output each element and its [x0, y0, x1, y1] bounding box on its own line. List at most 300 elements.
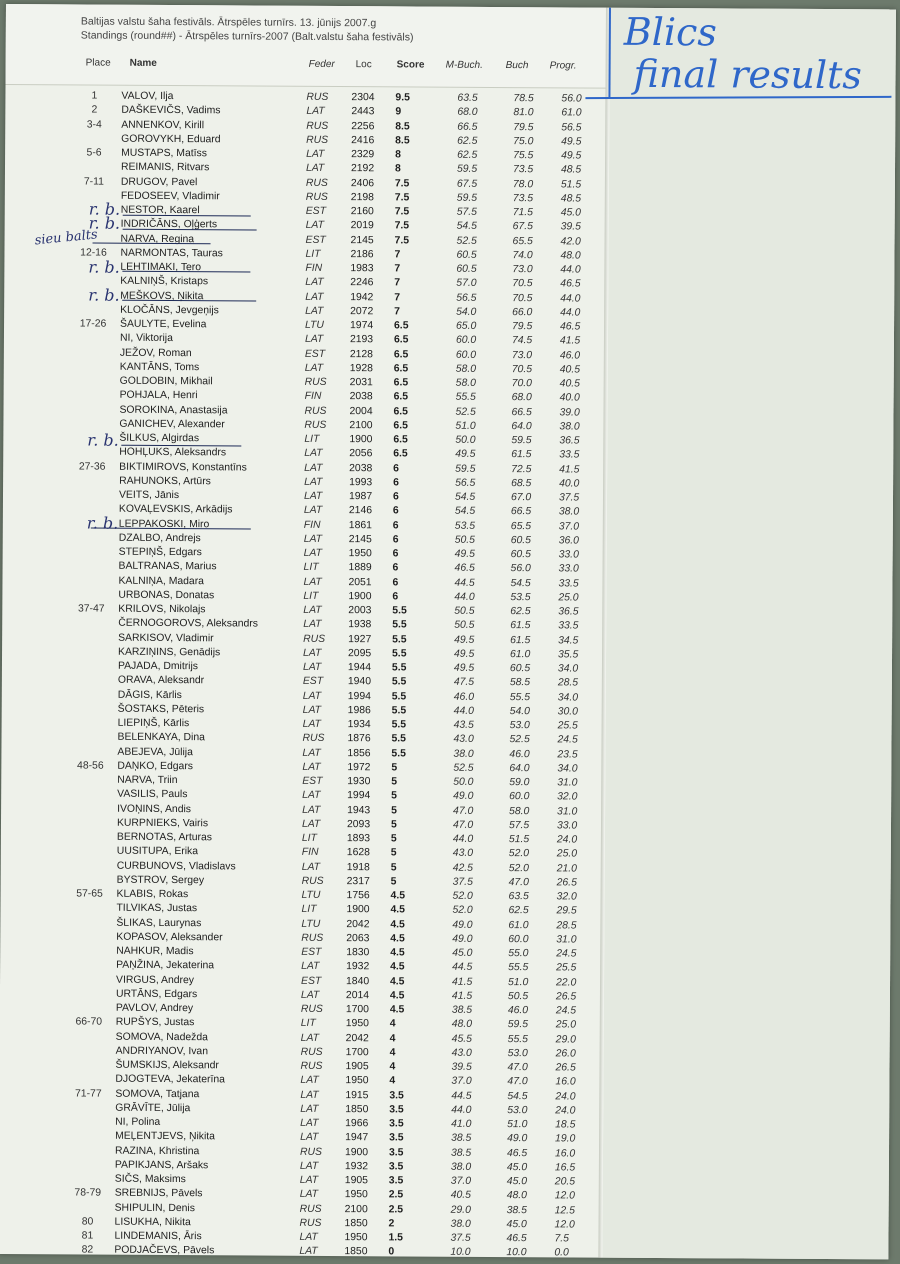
buchholz-cell: 48.0 [507, 1190, 527, 1201]
rating-cell: 2128 [350, 349, 373, 360]
score-cell: 5.5 [392, 634, 407, 645]
federation-cell: LAT [303, 648, 321, 659]
buchholz-cell: 61.5 [511, 449, 531, 460]
buchholz-cell: 62.5 [508, 905, 528, 916]
score-cell: 6 [392, 577, 398, 588]
progressive-cell: 31.0 [556, 934, 576, 945]
col-mbuch: M-Buch. [446, 60, 483, 71]
progressive-cell: 34.0 [557, 763, 577, 774]
progressive-cell: 45.0 [561, 207, 581, 218]
name-cell: DZALBO, Andrejs [119, 532, 201, 544]
name-cell: GOROVYKH, Eduard [121, 133, 220, 145]
score-cell: 5.5 [392, 648, 407, 659]
federation-cell: EST [305, 348, 325, 359]
score-cell: 4.5 [390, 976, 405, 987]
median-buchholz-cell: 47.0 [453, 805, 473, 816]
rating-cell: 1986 [348, 705, 371, 716]
federation-cell: RUS [303, 633, 325, 644]
federation-cell: LAT [300, 1161, 318, 1172]
progressive-cell: 61.0 [561, 108, 581, 119]
rating-cell: 1628 [347, 847, 370, 858]
name-cell: GOLDOBIN, Mikhail [120, 376, 213, 388]
buchholz-cell: 47.0 [507, 1076, 527, 1087]
progressive-cell: 49.5 [561, 150, 581, 161]
median-buchholz-cell: 63.5 [457, 93, 477, 104]
progressive-cell: 41.5 [560, 336, 580, 347]
name-cell: GANICHEV, Alexander [119, 418, 224, 430]
federation-cell: RUS [306, 92, 328, 103]
rating-cell: 2063 [346, 933, 369, 944]
name-cell: RUPŠYS, Justas [116, 1017, 195, 1028]
rating-cell: 1900 [345, 1147, 368, 1158]
buchholz-cell: 54.5 [507, 1091, 527, 1102]
name-cell: JEŽOV, Roman [120, 347, 192, 358]
median-buchholz-cell: 49.5 [455, 449, 475, 460]
federation-cell: LIT [302, 833, 317, 844]
name-cell: LINDEMANIS, Āris [114, 1231, 201, 1243]
place-cell: 17-26 [72, 318, 114, 329]
median-buchholz-cell: 50.5 [454, 620, 474, 631]
buchholz-cell: 53.0 [508, 1048, 528, 1059]
score-cell: 6 [393, 563, 399, 574]
median-buchholz-cell: 59.5 [457, 193, 477, 204]
federation-cell: FIN [302, 847, 319, 858]
name-cell: HOHĻUKS, Aleksandrs [119, 447, 226, 459]
score-cell: 7 [394, 263, 400, 274]
progressive-cell: 25.5 [558, 720, 578, 731]
handwritten-title-blics: Blics [624, 10, 717, 55]
median-buchholz-cell: 56.5 [456, 292, 476, 303]
median-buchholz-cell: 52.5 [453, 762, 473, 773]
score-cell: 3.5 [389, 1090, 404, 1101]
name-cell: GRĀVĪTE, Jūlija [115, 1102, 190, 1113]
median-buchholz-cell: 37.0 [451, 1176, 471, 1187]
progressive-cell: 24.5 [557, 735, 577, 746]
median-buchholz-cell: 37.5 [453, 876, 473, 887]
progressive-cell: 26.5 [555, 1062, 575, 1073]
score-cell: 3.5 [389, 1133, 404, 1144]
name-cell: ANDRIYANOV, Ivan [116, 1045, 208, 1057]
rating-cell: 1900 [349, 434, 372, 445]
median-buchholz-cell: 52.0 [453, 891, 473, 902]
standings-sheet [0, 4, 896, 1259]
rating-cell: 1900 [348, 591, 371, 602]
buchholz-cell: 73.0 [512, 350, 532, 361]
name-cell: TILVIKAS, Justas [116, 903, 197, 914]
federation-cell: RUS [301, 1004, 323, 1015]
score-cell: 3.5 [389, 1161, 404, 1172]
name-cell: KALNIŅA, Madara [118, 575, 204, 587]
score-cell: 2 [389, 1218, 395, 1229]
progressive-cell: 37.5 [559, 492, 579, 503]
progressive-cell: 18.5 [555, 1119, 575, 1130]
rating-cell: 1918 [347, 862, 370, 873]
place-cell: 5-6 [73, 147, 115, 158]
median-buchholz-cell: 47.0 [453, 819, 473, 830]
name-cell: NARVA, Regina [121, 233, 195, 244]
rating-cell: 2100 [345, 1204, 368, 1215]
buchholz-cell: 47.0 [507, 1062, 527, 1073]
median-buchholz-cell: 29.0 [451, 1204, 471, 1215]
score-cell: 2.5 [389, 1204, 404, 1215]
rating-cell: 2406 [351, 178, 374, 189]
progressive-cell: 0.0 [554, 1248, 569, 1259]
progressive-cell: 36.5 [558, 606, 578, 617]
score-cell: 4 [389, 1076, 395, 1087]
buchholz-cell: 73.0 [512, 264, 532, 275]
buchholz-cell: 79.5 [513, 122, 533, 133]
federation-cell: LAT [300, 1075, 318, 1086]
name-cell: ŠOSTAKS, Pēteris [118, 703, 205, 715]
rating-cell: 1700 [346, 1004, 369, 1015]
name-cell: NESTOR, Kaarel [121, 205, 200, 216]
col-score: Score [397, 59, 425, 70]
rating-cell: 2042 [346, 919, 369, 930]
score-cell: 6 [393, 534, 399, 545]
score-cell: 5 [391, 833, 397, 844]
buchholz-cell: 65.5 [513, 236, 533, 247]
buchholz-cell: 73.5 [513, 164, 533, 175]
place-cell: 57-65 [69, 888, 111, 899]
name-cell: NARMONTAS, Tauras [120, 247, 222, 259]
progressive-cell: 26.5 [557, 877, 577, 888]
name-cell: ŠLIKAS, Laurynas [116, 917, 201, 929]
buchholz-cell: 60.5 [510, 663, 530, 674]
buchholz-cell: 66.5 [511, 506, 531, 517]
federation-cell: LAT [304, 462, 322, 473]
name-cell: PODJAČEVS, Pāvels [114, 1245, 214, 1257]
progressive-cell: 19.0 [555, 1134, 575, 1145]
name-cell: NAHKUR, Madis [116, 946, 193, 957]
name-cell: RAHUNOKS, Artūrs [119, 475, 211, 487]
progressive-cell: 24.5 [556, 948, 576, 959]
progressive-cell: 31.0 [557, 806, 577, 817]
median-buchholz-cell: 46.0 [454, 691, 474, 702]
median-buchholz-cell: 55.5 [456, 392, 476, 403]
progressive-cell: 44.0 [560, 307, 580, 318]
federation-cell: RUS [306, 177, 328, 188]
col-place: Place [86, 57, 111, 68]
progressive-cell: 39.0 [559, 407, 579, 418]
score-cell: 6.5 [394, 335, 409, 346]
tournament-title: Baltijas valstu šaha festivāls. Ātrspēles turnīrs. 13. jūnijs 2007.g [81, 15, 376, 29]
median-buchholz-cell: 58.0 [456, 364, 476, 375]
federation-cell: LAT [303, 619, 321, 630]
buchholz-cell: 55.5 [508, 1034, 528, 1045]
rating-cell: 1974 [350, 320, 373, 331]
place-cell: 7-11 [73, 176, 115, 187]
name-cell: STEPIŅŠ, Edgars [119, 547, 202, 559]
score-cell: 1.5 [388, 1232, 403, 1243]
buchholz-cell: 70.5 [512, 278, 532, 289]
score-cell: 4 [389, 1061, 395, 1072]
median-buchholz-cell: 66.5 [457, 121, 477, 132]
buchholz-cell: 51.5 [509, 834, 529, 845]
name-cell: DĀGIS, Kārlis [118, 689, 182, 700]
name-cell: SOROKINA, Anastasija [119, 404, 227, 416]
table-row [0, 1244, 598, 1262]
rating-cell: 1850 [345, 1104, 368, 1115]
progressive-cell: 48.0 [560, 250, 580, 261]
name-cell: KALNIŅŠ, Kristaps [120, 276, 208, 288]
buchholz-cell: 50.5 [508, 991, 528, 1002]
rating-cell: 1947 [345, 1132, 368, 1143]
score-cell: 5 [391, 876, 397, 887]
median-buchholz-cell: 50.0 [455, 435, 475, 446]
median-buchholz-cell: 54.0 [456, 307, 476, 318]
rating-cell: 2186 [350, 249, 373, 260]
buchholz-cell: 59.5 [511, 435, 531, 446]
name-cell: POHJALA, Henri [120, 390, 198, 401]
name-cell: DAŅKO, Edgars [117, 760, 193, 771]
score-cell: 7.5 [395, 192, 410, 203]
name-cell: LEHTIMAKI, Tero [120, 262, 201, 273]
progressive-cell: 46.0 [560, 350, 580, 361]
buchholz-cell: 51.0 [508, 977, 528, 988]
buchholz-cell: 53.0 [510, 720, 530, 731]
buchholz-cell: 54.5 [510, 578, 530, 589]
median-buchholz-cell: 52.5 [457, 235, 477, 246]
federation-cell: LAT [299, 1232, 317, 1243]
federation-cell: LAT [304, 448, 322, 459]
progressive-cell: 24.0 [557, 834, 577, 845]
progressive-cell: 25.0 [557, 849, 577, 860]
score-cell: 7 [394, 306, 400, 317]
median-buchholz-cell: 67.5 [457, 178, 477, 189]
median-buchholz-cell: 41.0 [451, 1119, 471, 1130]
progressive-cell: 32.0 [557, 792, 577, 803]
name-cell: MEĻENTJEVS, Ņikita [115, 1131, 215, 1143]
median-buchholz-cell: 40.5 [451, 1190, 471, 1201]
score-cell: 6 [393, 548, 399, 559]
median-buchholz-cell: 43.5 [454, 720, 474, 731]
rating-cell: 1944 [348, 662, 371, 673]
median-buchholz-cell: 49.0 [452, 919, 472, 930]
rating-cell: 2014 [346, 990, 369, 1001]
federation-cell: RUS [304, 405, 326, 416]
federation-cell: LTU [301, 918, 320, 929]
score-cell: 5.5 [392, 662, 407, 673]
buchholz-cell: 52.0 [509, 848, 529, 859]
place-cell: 71-77 [67, 1088, 109, 1099]
buchholz-cell: 70.0 [512, 378, 532, 389]
name-cell: PAVLOV, Andrey [116, 1003, 193, 1014]
score-cell: 4.5 [390, 933, 405, 944]
federation-cell: LAT [305, 277, 323, 288]
federation-cell: LAT [301, 990, 319, 1001]
buchholz-cell: 78.0 [513, 179, 533, 190]
rating-cell: 2019 [351, 220, 374, 231]
median-buchholz-cell: 54.5 [455, 492, 475, 503]
handwritten-mark: r. b. [87, 514, 119, 533]
federation-cell: LTU [305, 320, 324, 331]
federation-cell: LAT [305, 363, 323, 374]
name-cell: KANTĀNS, Toms [120, 361, 200, 372]
progressive-cell: 34.0 [558, 692, 578, 703]
federation-cell: LAT [304, 505, 322, 516]
score-cell: 3.5 [389, 1175, 404, 1186]
federation-cell: LAT [303, 719, 321, 730]
score-cell: 4.5 [390, 905, 405, 916]
progressive-cell: 33.0 [559, 549, 579, 560]
rating-cell: 1905 [345, 1061, 368, 1072]
rating-cell: 1943 [347, 805, 370, 816]
name-cell: DJOGTEVA, Jekaterīna [115, 1074, 225, 1086]
rating-cell: 1950 [349, 548, 372, 559]
rating-cell: 1889 [349, 562, 372, 573]
place-cell: 80 [67, 1216, 109, 1227]
progressive-cell: 25.0 [558, 592, 578, 603]
median-buchholz-cell: 45.5 [452, 1033, 472, 1044]
federation-cell: LAT [303, 705, 321, 716]
federation-cell: RUS [301, 1047, 323, 1058]
median-buchholz-cell: 58.0 [456, 378, 476, 389]
score-cell: 4.5 [390, 947, 405, 958]
progressive-cell: 33.0 [557, 820, 577, 831]
handwritten-mark: r. b. [89, 214, 121, 233]
median-buchholz-cell: 57.5 [457, 207, 477, 218]
rating-cell: 1938 [348, 619, 371, 630]
score-cell: 6 [393, 520, 399, 531]
rating-cell: 2146 [349, 505, 372, 516]
name-cell: UUSITUPA, Erika [117, 846, 198, 857]
rating-cell: 1915 [345, 1090, 368, 1101]
federation-cell: LAT [300, 1175, 318, 1186]
score-cell: 3.5 [389, 1147, 404, 1158]
median-buchholz-cell: 65.0 [456, 321, 476, 332]
score-cell: 7 [394, 278, 400, 289]
buchholz-cell: 68.0 [512, 392, 532, 403]
median-buchholz-cell: 49.0 [453, 791, 473, 802]
median-buchholz-cell: 49.5 [454, 663, 474, 674]
progressive-cell: 36.0 [559, 535, 579, 546]
median-buchholz-cell: 44.5 [451, 1090, 471, 1101]
federation-cell: LIT [304, 562, 319, 573]
progressive-cell: 25.0 [556, 1020, 576, 1031]
federation-cell: LAT [303, 690, 321, 701]
median-buchholz-cell: 62.5 [457, 150, 477, 161]
score-cell: 5 [391, 776, 397, 787]
progressive-cell: 48.5 [561, 193, 581, 204]
score-cell: 6.5 [393, 434, 408, 445]
name-cell: ABEJEVA, Jūlija [117, 746, 193, 757]
rating-cell: 1905 [345, 1175, 368, 1186]
buchholz-cell: 58.0 [509, 806, 529, 817]
federation-cell: LAT [304, 477, 322, 488]
median-buchholz-cell: 44.5 [454, 577, 474, 588]
place-cell: 48-56 [69, 760, 111, 771]
score-cell: 6.5 [394, 392, 409, 403]
rating-cell: 1934 [348, 719, 371, 730]
median-buchholz-cell: 51.0 [455, 421, 475, 432]
federation-cell: LIT [304, 434, 319, 445]
median-buchholz-cell: 60.5 [456, 250, 476, 261]
median-buchholz-cell: 46.5 [455, 563, 475, 574]
handwritten-mark: r. b. [89, 200, 121, 219]
progressive-cell: 38.0 [559, 507, 579, 518]
score-cell: 8.5 [395, 135, 410, 146]
score-cell: 5.5 [392, 691, 407, 702]
median-buchholz-cell: 42.5 [453, 862, 473, 873]
median-buchholz-cell: 41.5 [452, 990, 472, 1001]
median-buchholz-cell: 38.5 [451, 1133, 471, 1144]
rating-cell: 1940 [348, 676, 371, 687]
median-buchholz-cell: 38.5 [451, 1147, 471, 1158]
progressive-cell: 20.5 [555, 1176, 575, 1187]
federation-cell: LAT [305, 334, 323, 345]
federation-cell: LAT [300, 1104, 318, 1115]
rating-cell: 1950 [345, 1189, 368, 1200]
score-cell: 8 [395, 149, 401, 160]
federation-cell: LIT [301, 1018, 316, 1029]
score-cell: 6.5 [394, 349, 409, 360]
name-cell: VALOV, Ilja [121, 91, 173, 102]
rating-cell: 2416 [351, 135, 374, 146]
federation-cell: LAT [302, 804, 320, 815]
federation-cell: LAT [300, 1132, 318, 1143]
score-cell: 4 [390, 1019, 396, 1030]
federation-cell: RUS [300, 1146, 322, 1157]
progressive-cell: 32.0 [557, 891, 577, 902]
median-buchholz-cell: 49.5 [454, 648, 474, 659]
federation-cell: LAT [301, 961, 319, 972]
score-cell: 6.5 [393, 406, 408, 417]
progressive-cell: 33.5 [558, 578, 578, 589]
place-cell: 37-47 [70, 603, 112, 614]
rating-cell: 1927 [348, 634, 371, 645]
name-cell: MEŠKOVS, Ņikita [120, 290, 203, 302]
buchholz-cell: 38.5 [507, 1205, 527, 1216]
score-cell: 7 [394, 292, 400, 303]
name-cell: ANNENKOV, Kirill [121, 119, 204, 131]
handwritten-title-final-results: final results [633, 52, 862, 97]
progressive-cell: 21.0 [557, 863, 577, 874]
rating-cell: 1756 [347, 890, 370, 901]
name-cell: KLABIS, Rokas [117, 889, 189, 900]
median-buchholz-cell: 56.5 [455, 478, 475, 489]
buchholz-cell: 60.5 [511, 549, 531, 560]
federation-cell: EST [306, 206, 326, 217]
median-buchholz-cell: 50.0 [453, 777, 473, 788]
rating-cell: 1932 [345, 1161, 368, 1172]
progressive-cell: 49.5 [561, 136, 581, 147]
score-cell: 6 [393, 491, 399, 502]
buchholz-cell: 62.5 [510, 606, 530, 617]
federation-cell: LAT [303, 605, 321, 616]
federation-cell: RUS [301, 933, 323, 944]
federation-cell: LAT [306, 149, 324, 160]
buchholz-cell: 61.5 [510, 620, 530, 631]
rating-cell: 1700 [346, 1047, 369, 1058]
buchholz-cell: 45.0 [507, 1176, 527, 1187]
buchholz-cell: 60.0 [509, 791, 529, 802]
federation-cell: FIN [305, 391, 322, 402]
median-buchholz-cell: 53.5 [455, 520, 475, 531]
buchholz-cell: 60.5 [511, 535, 531, 546]
progressive-cell: 41.5 [559, 464, 579, 475]
rating-cell: 2093 [347, 819, 370, 830]
buchholz-cell: 46.0 [508, 1005, 528, 1016]
buchholz-cell: 53.0 [507, 1105, 527, 1116]
score-cell: 4.5 [390, 990, 405, 1001]
progressive-cell: 35.5 [558, 649, 578, 660]
score-cell: 3.5 [389, 1118, 404, 1129]
median-buchholz-cell: 68.0 [457, 107, 477, 118]
rating-cell: 1930 [347, 776, 370, 787]
progressive-cell: 36.5 [559, 435, 579, 446]
rating-cell: 2192 [351, 163, 374, 174]
median-buchholz-cell: 60.0 [456, 335, 476, 346]
